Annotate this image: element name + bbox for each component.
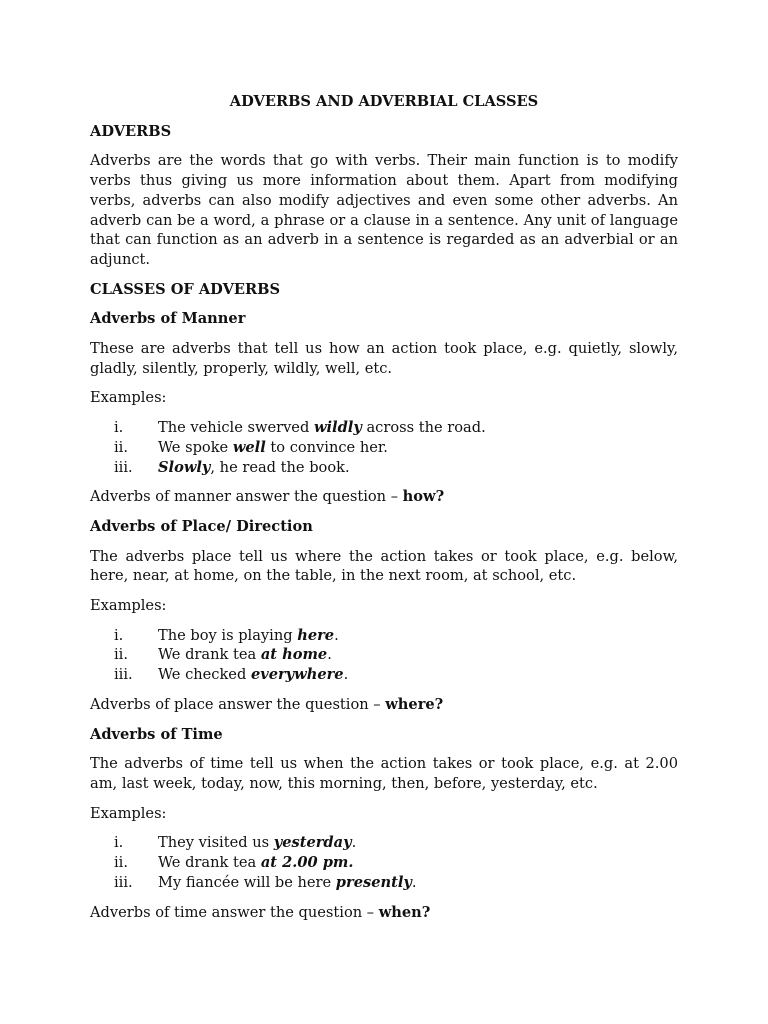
example-adverb: everywhere [250,666,344,684]
answer-question: where? [385,695,444,713]
place-examples-list [90,626,678,685]
list-number: iii. [114,873,133,891]
example-after: . [327,646,332,664]
answer-text: Adverbs of place answer the question – [90,695,386,713]
answer-question: how? [402,488,445,506]
list-number: i. [114,419,124,437]
example-before: We drank tea [158,854,261,872]
example-before: We checked [158,666,251,684]
manner-examples-label: Examples: [90,389,167,407]
list-item [90,853,678,873]
manner-answer [90,487,678,507]
example-after: to convince her. [265,438,388,456]
place-heading: Adverbs of Place/ Direction [90,517,313,535]
example-after: . [343,666,349,684]
example-text [158,665,678,685]
manner-examples-list [90,418,678,477]
list-item [90,418,678,438]
example-text [158,853,678,873]
section-heading-adverbs: ADVERBS [90,122,172,140]
example-text [158,873,678,893]
example-text [158,458,678,478]
list-number: iii. [114,458,133,476]
example-before: We drank tea [158,646,261,664]
adverbs-definition-paragraph: Adverbs are the words that go with verbs. Their main function is to modify verbs thus giving us more information about them. Apart from modifying verbs, adverbs can also modify adjectives and even some other adverbs. An adverb can be a word, a phrase or a clause in a sentence. Any unit of language that can function as an adverb in a sentence is regarded as an adverbial or an adjunct. [90,152,678,268]
time-heading: Adverbs of Time [90,725,223,743]
example-text [158,833,678,853]
manner-heading: Adverbs of Manner [90,310,246,328]
manner-paragraph: These are adverbs that tell us how an action took place, e.g. quietly, slowly, gladly, silently, properly, wildly, well, etc. [90,340,678,377]
answer-text: Adverbs of time answer the question – [90,903,379,921]
example-after: . [411,873,417,891]
list-item [90,873,678,893]
list-item [90,458,678,478]
list-number: ii. [114,438,128,456]
example-text [158,645,678,665]
example-text [158,626,678,646]
list-item [90,665,678,685]
example-adverb: here [297,626,335,644]
time-paragraph: The adverbs of time tell us when the action takes or took place, e.g. at 2.00 am, last week, today, now, this morning, then, before, yesterday, etc. [90,755,678,792]
example-before: We spoke [158,438,233,456]
time-examples-label: Examples: [90,804,167,822]
place-answer [90,695,678,715]
example-after: across the road. [361,419,486,437]
list-number: i. [114,626,124,644]
example-text [158,438,678,458]
example-before: The boy is playing [158,626,298,644]
example-adverb: presently [335,873,412,891]
answer-question: when? [378,903,431,921]
place-paragraph: The adverbs place tell us where the action takes or took place, e.g. below, here, near, at home, on the table, in the next room, at school, etc. [90,547,678,585]
list-item [90,833,678,853]
example-adverb: Slowly [158,458,211,476]
example-after: . [334,626,339,644]
classes-heading: CLASSES OF ADVERBS [90,280,281,298]
example-before: They visited us [158,834,274,852]
example-after: . [351,834,357,852]
document-title: ADVERBS AND ADVERBIAL CLASSES [229,93,539,110]
example-adverb: well [232,438,266,456]
time-examples-list [90,833,678,892]
list-number: ii. [114,854,128,872]
place-examples-label: Examples: [90,597,167,615]
list-number: ii. [114,646,128,664]
example-before: The vehicle swerved [158,419,314,437]
example-adverb: at 2.00 pm. [260,854,354,872]
answer-text: Adverbs of manner answer the question – [90,488,403,506]
list-item [90,626,678,646]
example-before: My fiancée will be here [158,873,336,891]
list-number: i. [114,834,124,852]
example-adverb: at home [260,646,328,664]
example-adverb: wildly [313,419,362,437]
example-adverb: yesterday [273,834,352,852]
list-item [90,645,678,665]
time-answer [90,903,678,923]
example-text [158,418,678,438]
list-item [90,438,678,458]
example-after: , he read the book. [210,458,350,476]
list-number: iii. [114,666,133,684]
